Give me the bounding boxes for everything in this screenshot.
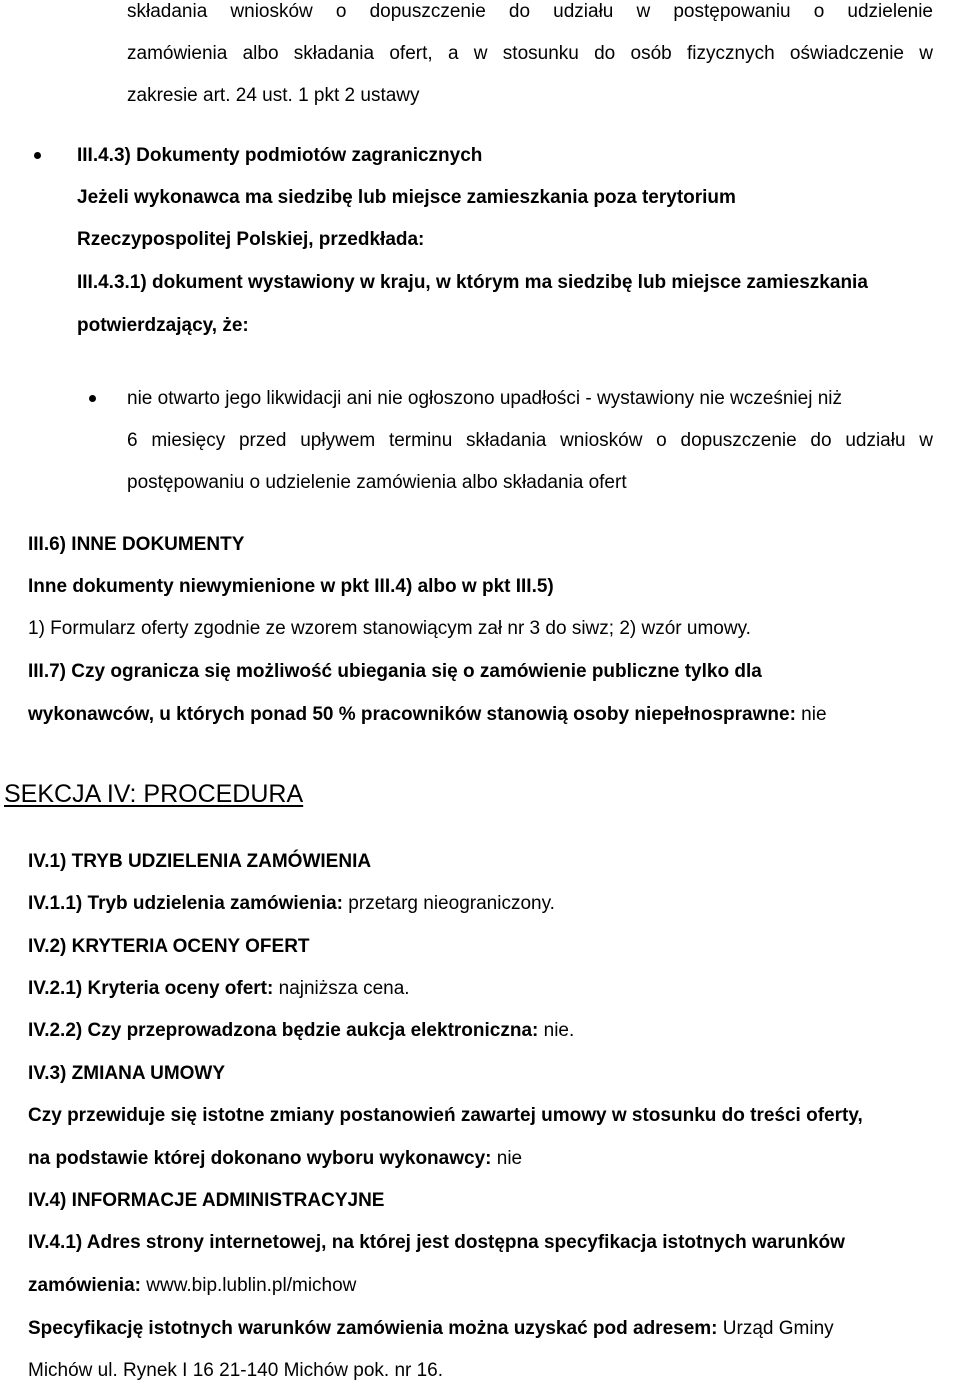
sub-bullet-line-1: nie otwarto jego likwidacji ani nie ogłoszono upadłości - wystawiony nie wcześniej niż [127, 388, 842, 409]
iv-1-1-value: przetarg nieograniczony. [343, 893, 555, 914]
iv-3-question: na podstawie której dokonano wyboru wykonawcy: [28, 1148, 492, 1169]
iii-4-3-1-line-2: potwierdzający, że: [77, 315, 249, 336]
iv-1-heading: IV.1) TRYB UDZIELENIA ZAMÓWIENIA [28, 851, 372, 872]
spec-value: Urząd Gminy [717, 1318, 834, 1339]
spec-label: Specyfikację istotnych warunków zamówienia można uzyskać pod adresem: [28, 1318, 718, 1339]
iv-2-1-value: najniższa cena. [273, 978, 410, 999]
iii-6-subheading: Inne dokumenty niewymienione w pkt III.4) albo w pkt III.5) [28, 576, 554, 597]
iv-3-heading: IV.3) ZMIANA UMOWY [28, 1063, 226, 1084]
sub-bullet-line-3: postępowaniu o udzielenie zamówienia albo składania ofert [127, 472, 627, 493]
iii-4-3-intro-line-1: Jeżeli wykonawca ma siedzibę lub miejsce zamieszkania poza terytorium [77, 187, 736, 208]
iv-4-1-line-2 [28, 1274, 356, 1298]
iii-4-3-intro-line-2: Rzeczypospolitej Polskiej, przedkłada: [77, 229, 425, 250]
iv-1-1-label: IV.1.1) Tryb udzielenia zamówienia: [28, 893, 344, 914]
iv-2-2-row [28, 1019, 574, 1043]
iv-4-heading: IV.4) INFORMACJE ADMINISTRACYJNE [28, 1190, 385, 1211]
iii-7-answer: nie [795, 704, 827, 725]
top-bullet-line-3: zakresie art. 24 ust. 1 pkt 2 ustawy [127, 85, 420, 106]
iv-2-1-row [28, 977, 410, 1001]
section-heading-iii-4-3: III.4.3) Dokumenty podmiotów zagranicznych [77, 145, 483, 166]
iv-3-answer: nie [491, 1148, 523, 1169]
bullet-icon [34, 152, 41, 159]
iv-2-1-label: IV.2.1) Kryteria oceny ofert: [28, 978, 274, 999]
iv-4-1-label: zamówienia: [28, 1275, 141, 1296]
iii-4-3-1-line-1: III.4.3.1) dokument wystawiony w kraju, w którym ma siedzibę lub miejsce zamieszkania [77, 272, 868, 293]
iv-3-line-1: Czy przewiduje się istotne zmiany postanowień zawartej umowy w stosunku do treści oferty, [28, 1105, 863, 1126]
iv-4-1-url: www.bip.lublin.pl/michow [140, 1275, 357, 1296]
section-iv-title: SEKCJA IV: PROCEDURA [4, 780, 304, 808]
iv-1-1-row [28, 892, 555, 916]
iii-7-line-2 [28, 703, 827, 727]
spec-line-1 [28, 1317, 834, 1341]
iv-3-line-2 [28, 1147, 522, 1171]
iv-2-heading: IV.2) KRYTERIA OCENY OFERT [28, 936, 310, 957]
iv-2-2-value: nie. [538, 1020, 575, 1041]
iii-6-text: 1) Formularz oferty zgodnie ze wzorem stanowiącym zał nr 3 do siwz; 2) wzór umowy. [28, 618, 751, 639]
top-bullet-line-1: składania wniosków o dopuszczenie do udziału w postępowaniu o udzielenie [127, 1, 933, 22]
section-heading-iii-6: III.6) INNE DOKUMENTY [28, 534, 245, 555]
sub-bullet-line-2: 6 miesięcy przed upływem terminu składania wniosków o dopuszczenie do udziału w [127, 430, 933, 451]
spec-line-2: Michów ul. Rynek I 16 21-140 Michów pok. nr 16. [28, 1360, 444, 1381]
iv-2-2-label: IV.2.2) Czy przeprowadzona będzie aukcja elektroniczna: [28, 1020, 539, 1041]
iii-7-question: wykonawców, u których ponad 50 % pracowników stanowią osoby niepełnosprawne: [28, 704, 796, 725]
iv-4-1-line-1: IV.4.1) Adres strony internetowej, na której jest dostępna specyfikacja istotnych warunków [28, 1232, 845, 1253]
bullet-icon [89, 395, 96, 402]
top-bullet-line-2: zamówienia albo składania ofert, a w stosunku do osób fizycznych oświadczenie w [127, 43, 933, 64]
iii-7-line-1: III.7) Czy ogranicza się możliwość ubiegania się o zamówienie publiczne tylko dla [28, 661, 762, 682]
